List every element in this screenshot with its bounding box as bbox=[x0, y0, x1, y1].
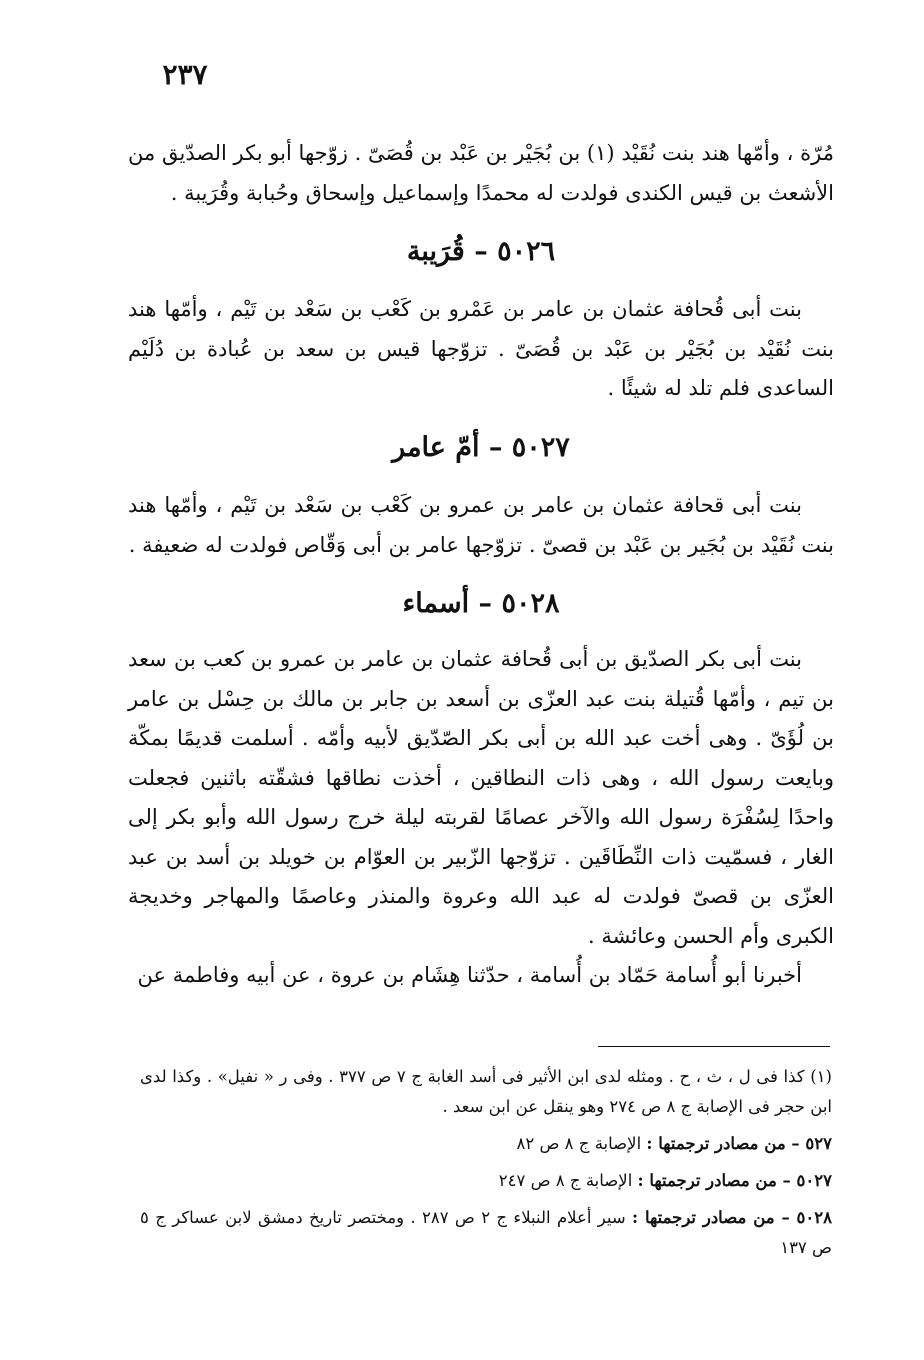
footnote-lead: ٥٠٢٧ – من مصادر ترجمتها : bbox=[637, 1171, 832, 1190]
footnote-source-5027b bbox=[140, 1166, 832, 1196]
opening-paragraph: مُرّة ، وأمّها هند بنت نُقَيْد (١) بن بُجَيْر بن عَبْد بن قُصَىّ . زوّجها أبو بكر الصدّيق من الأشعث بن قيس الكندى فولدت له محمدًا وإسماعيل وإسحاق وحُبابة وقُرَيبة . bbox=[128, 141, 834, 205]
entry-paragraph: بنت أبى بكر الصدّيق بن أبى قُحافة عثمان بن عامر بن عمرو بن كعب بن سعد بن تيم ، وأمّها قُتيلة بنت عبد العزّى بن أسعد بن جابر بن مالك بن حِسْل بن عامر بن لُؤَىّ . وهى أخت عبد الله بن أبى بكر الصّدّيق لأبيه وأمّه . أسلمت قديمًا بمكّة وبايعت رسول الله ، وهى ذات النطاقين ، أخذت نطاقها فشقّته باثنين فجعلت واحدًا لِسُفْرَة رسول الله والآخر عصامًا لقربته ليلة خرج رسول الله وأبو بكر إلى الغار ، فسمّيت ذات النِّطَاقَين . تزوّجها الزّبير بن العوّام بن خويلد بن أسد بن عبد العزّى بن قصىّ فولدت له عبد الله وعروة والمنذر وعاصمًا والمهاجر وخديجة الكبرى وأم الحسن وعائشة . bbox=[128, 647, 834, 948]
entry-heading-5028: ٥٠٢٨ – أسماء bbox=[402, 588, 560, 619]
entry-heading-5027: ٥٠٢٧ – أمّ عامر bbox=[392, 432, 570, 463]
entry-body-5027 bbox=[128, 486, 834, 565]
footnote-text: الإصابة ج ٨ ص ٢٤٧ bbox=[498, 1171, 638, 1190]
footnote-text: سير أعلام النبلاء ج ٢ ص ٢٨٧ . ومختصر تاريخ دمشق لابن عساكر ج ٥ ص ١٣٧ bbox=[140, 1208, 832, 1257]
entry-paragraph: بنت أبى قحافة عثمان بن عامر بن عمرو بن كَعْب بن سَعْد بن تَيْم ، وأمّها هند بنت نُقَيْد بن بُجَير بن عَبْد بن قصىّ . تزوّجها عامر بن أبى وَقّاص فولدت له ضعيفة . bbox=[128, 493, 834, 557]
footnote-source-5027a bbox=[140, 1129, 832, 1159]
footnote-text: (١) كذا فى ل ، ث ، ح . ومثله لدى ابن الأثير فى أسد الغابة ج ٧ ص ٣٧٧ . وفى ر « نفيل» . وكذا لدى ابن حجر فى الإصابة ج ٨ ص ٢٧٤ وهو ينقل عن ابن سعد . bbox=[140, 1067, 832, 1116]
entry-paragraph: بنت أبى قُحافة عثمان بن عامر بن عَمْرو بن كَعْب بن سَعْد بن تَيْم ، وأمّها هند بنت نُقَيْد بن بُجَيْر بن عَبْد بن قُصَىّ . تزوّجها قيس بن سعد بن عُبادة بن دُلَيْم الساعدى فلم تلد له شيئًا . bbox=[128, 297, 834, 400]
entry-heading-5026: ٥٠٢٦ – قُرَيبة bbox=[406, 236, 556, 267]
page-number: ٢٣٧ bbox=[162, 58, 208, 91]
footnote-lead: ٥٢٧ – من مصادر ترجمتها : bbox=[646, 1134, 832, 1153]
footnote-divider bbox=[598, 1046, 830, 1047]
footnote-source-5028 bbox=[140, 1203, 832, 1263]
footnote-text: الإصابة ج ٨ ص ٨٢ bbox=[516, 1134, 647, 1153]
entry-body-5026 bbox=[128, 290, 834, 409]
footnotes bbox=[140, 1062, 832, 1270]
footnote-1 bbox=[140, 1062, 832, 1122]
footnote-lead: ٥٠٢٨ – من مصادر ترجمتها : bbox=[632, 1208, 832, 1227]
entry-body-5028 bbox=[128, 640, 834, 996]
entry-paragraph: أخبرنا أبو أُسامة حَمّاد بن أُسامة ، حدّثنا هِشَام بن عروة ، عن أبيه وفاطمة عن bbox=[137, 963, 802, 987]
opening-paragraph-block bbox=[128, 134, 834, 213]
